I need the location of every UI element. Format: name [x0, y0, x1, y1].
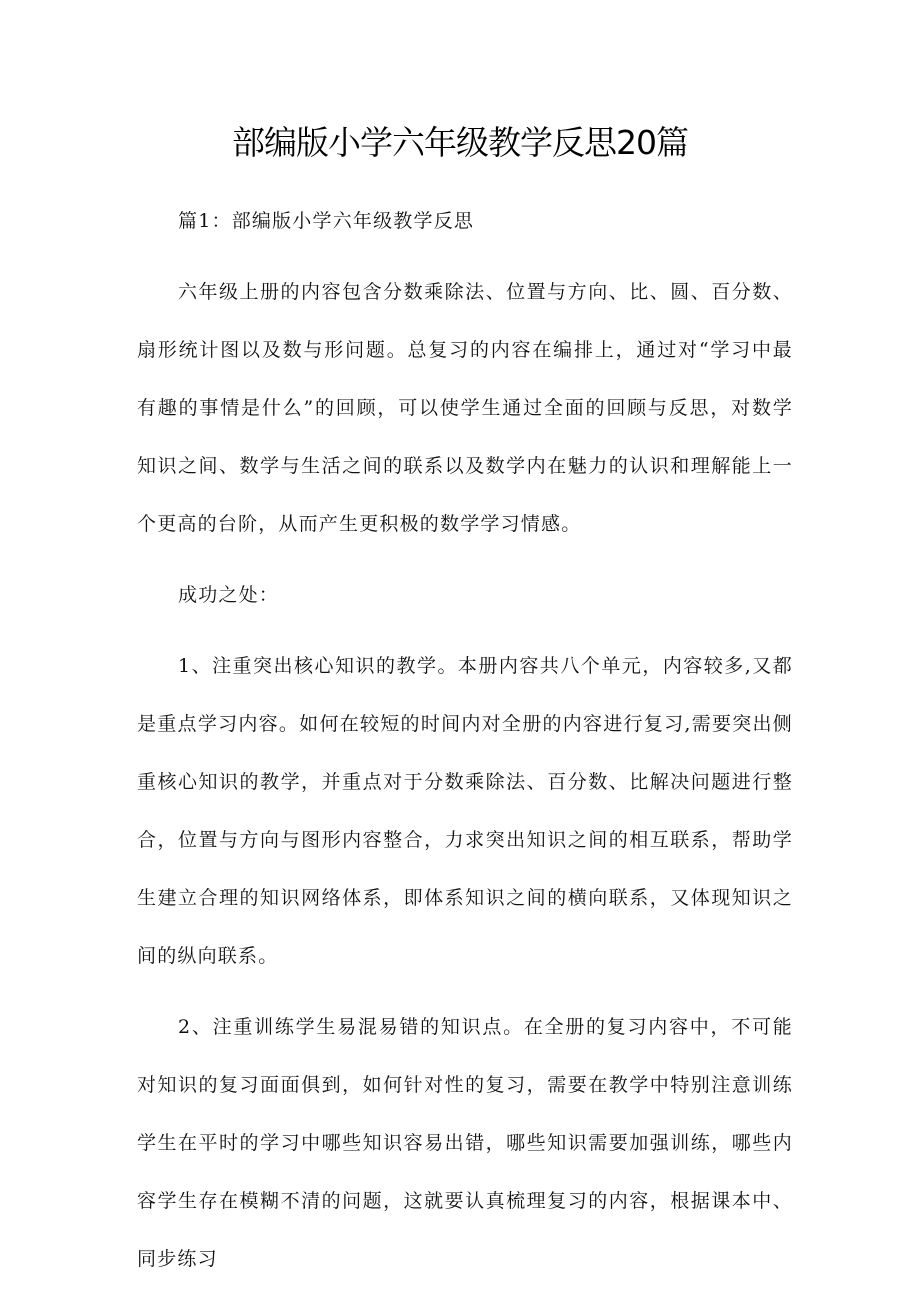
section-heading: 篇1：部编版小学六年级教学反思 — [178, 210, 475, 232]
paragraph-point-1: 1、注重突出核心知识的教学。本册内容共八个单元，内容较多,又都是重点学习内容。如何在较短的时间内对全册的内容进行复习,需要突出侧重核心知识的教学，并重点对于分数乘除法、百分数、比解决问题进行整合，位置与方向与图形内容整合，力求突出知识之间的相互联系，帮助学生建立合理的知识网络体系，即体系知识之间的横向联系，又体现知识之间的纵向联系。 — [137, 655, 793, 967]
paragraph-point-2: 2、注重训练学生易混易错的知识点。在全册的复习内容中，不可能对知识的复习面面俱到，如何针对性的复习，需要在教学中特别注意训练学生在平时的学习中哪些知识容易出错，哪些知识需要加强训练，哪些内容学生存在模糊不清的问题，这就要认真梳理复习的内容，根据课本中、同步练习 — [137, 1016, 793, 1270]
paragraph-gap — [137, 553, 793, 566]
document-body — [137, 192, 793, 1288]
paragraph-intro: 六年级上册的内容包含分数乘除法、位置与方向、比、圆、百分数、扇形统计图以及数与形问题。总复习的内容在编排上，通过对“学习中最有趣的事情是什么”的回顾，可以使学生通过全面的回顾与反思，对数学知识之间、数学与生活之间的联系以及数学内在魅力的认识和理解能上一个更高的台阶，从而产生更积极的数学学习情感。 — [137, 281, 793, 535]
paragraph-gap — [137, 624, 793, 637]
document-title: 部编版小学六年级教学反思20篇 — [232, 123, 688, 162]
paragraph-gap — [137, 985, 793, 998]
paragraph-gap — [137, 250, 793, 263]
paragraph-success-heading: 成功之处： — [178, 584, 280, 606]
